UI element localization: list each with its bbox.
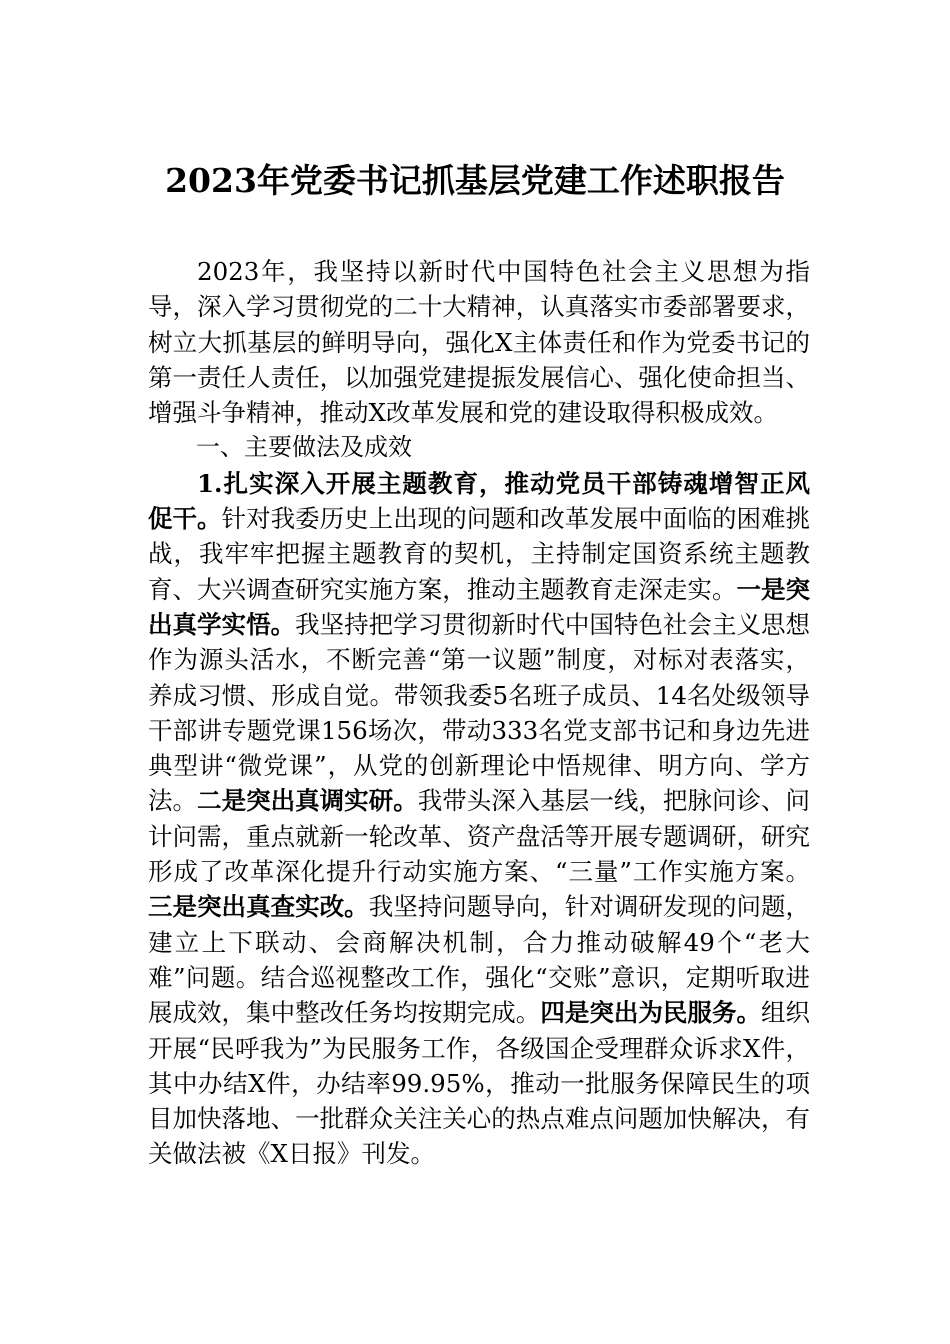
- sub-point-1-text: 我坚持把学习贯彻新时代中国特色社会主义思想作为源头活水，不断完善“第一议题”制度，对标对表落实，养成习惯、形成自觉。带领我委5名班子成员、14名处级领导干部讲专题党课156场次，带动333名党支部书记和身边先进典型讲“微党课”，从党的创新理论中悟规律、明方向、学方法。: [148, 609, 811, 816]
- sub-point-3-heading: 三是突出真查实改。: [148, 892, 369, 922]
- sub-point-2-text: 我带头深入基层一线，把脉问诊、问计问需，重点就新一轮改革、资产盘活等开展专题调研，研究形成了改革深化提升行动实施方案、“三量”工作实施方案。: [148, 786, 811, 887]
- sub-point-3-text: 我坚持问题导向，针对调研发现的问题，建立上下联动、会商解决机制，合力推动破解49个“老大难”问题。结合巡视整改工作，强化“交账”意识，定期听取进展成效，集中整改任务均按期完成。: [148, 892, 811, 1028]
- intro-paragraph: 2023年，我坚持以新时代中国特色社会主义思想为指导，深入学习贯彻党的二十大精神，认真落实市委部署要求，树立大抓基层的鲜明导向，强化X主体责任和作为党委书记的第一责任人责任，以加强党建提振发展信心、强化使命担当、增强斗争精神，推动X改革发展和党的建设取得积极成效。: [148, 257, 810, 428]
- point-1-paragraph: [148, 466, 810, 1172]
- sub-point-2-heading: 二是突出真调实研。: [197, 786, 418, 816]
- sub-point-4-heading: 四是突出为民服务。: [540, 998, 761, 1028]
- section-heading-main-practices: 一、主要做法及成效: [196, 433, 412, 462]
- point-1-heading: 1.扎实深入开展主题教育，推动党员干部铸魂增智正风促干。: [148, 468, 810, 534]
- point-1-text: 针对我委历史上出现的问题和改革发展中面临的困难挑战，我牢牢把握主题教育的契机，主持制定国资系统主题教育、大兴调查研究实施方案，推动主题教育走深走实。: [148, 504, 811, 604]
- document-title: 2023年党委书记抓基层党建工作述职报告: [165, 161, 785, 200]
- sub-point-4-text: 组织开展“民呼我为”为民服务工作，各级国企受理群众诉求X件，其中办结X件，办结率99.95%，推动一批服务保障民生的项目加快落地、一批群众关注关心的热点难点问题加快解决，有关做法被《X日报》刊发。: [148, 998, 811, 1169]
- sub-point-1-heading: 一是突出真学实悟。: [148, 574, 811, 639]
- document-body: [148, 254, 810, 1172]
